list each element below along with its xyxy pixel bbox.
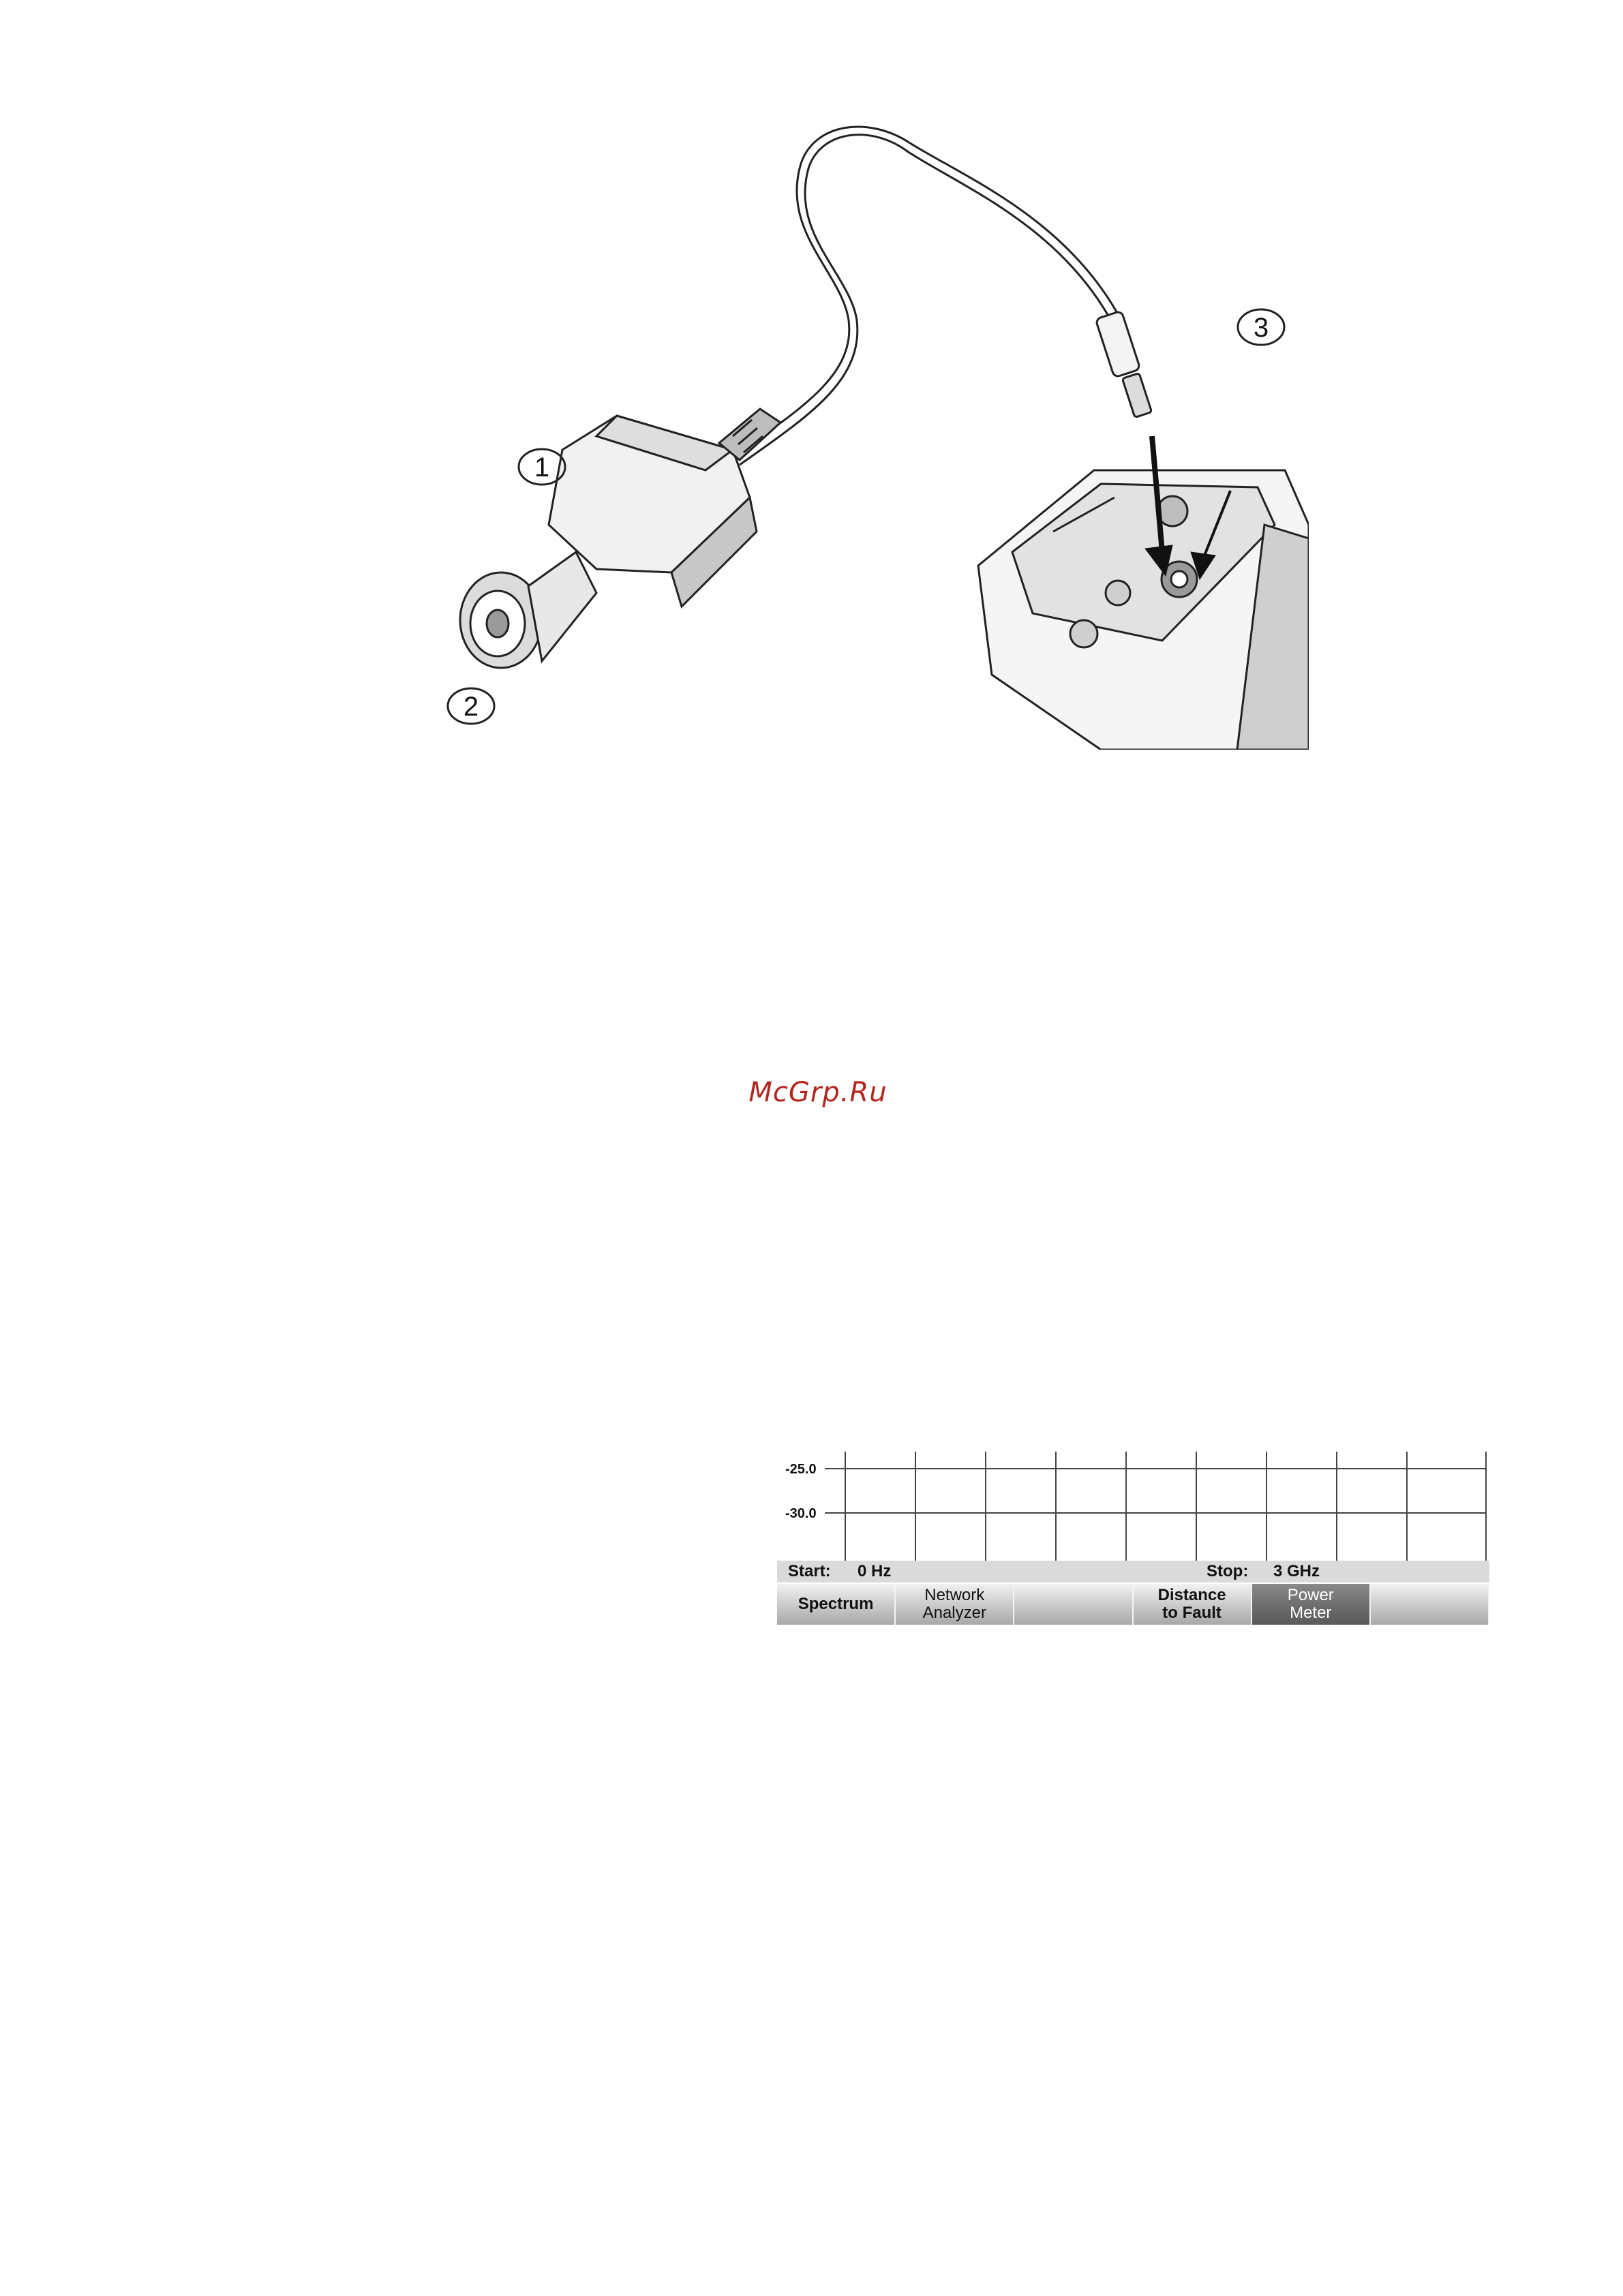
network-analyzer-softkey[interactable] — [896, 1584, 1014, 1625]
power-meter-softkey[interactable] — [1252, 1584, 1371, 1625]
callout-2 — [448, 688, 494, 724]
softkey-label: Power Meter — [1287, 1586, 1334, 1622]
stop-frequency: 3 GHz — [1273, 1562, 1320, 1580]
spectrum-softkey[interactable] — [777, 1584, 896, 1625]
softkey-label: Distance to Fault — [1157, 1586, 1226, 1622]
callout-1-label: 1 — [534, 453, 550, 483]
handheld-analyzer — [978, 470, 1309, 750]
empty-softkey[interactable] — [1014, 1584, 1133, 1625]
power-sensor-connection-illustration — [378, 116, 1309, 750]
start-frequency: 0 Hz — [858, 1562, 892, 1580]
analyzer-screen-excerpt — [777, 1452, 1489, 1629]
y-tick-label: -30.0 — [785, 1506, 817, 1521]
y-tick-label: -25.0 — [785, 1462, 817, 1477]
stop-label: Stop: — [1207, 1562, 1249, 1580]
callout-3-label: 3 — [1253, 313, 1269, 343]
softkey-label: Spectrum — [798, 1595, 874, 1613]
empty-softkey[interactable] — [1371, 1584, 1489, 1625]
callout-3 — [1238, 309, 1284, 345]
start-label: Start: — [788, 1562, 831, 1580]
trace-grid — [777, 1452, 1489, 1561]
sensor-rf-connector — [460, 552, 596, 668]
mode-softkey-bar — [777, 1584, 1489, 1625]
callout-2-label: 2 — [463, 692, 479, 722]
callout-1 — [519, 449, 565, 485]
softkey-label: Network Analyzer — [922, 1586, 986, 1622]
watermark-text: McGrp.Ru — [748, 1077, 888, 1108]
cable-connector-plug — [1095, 311, 1152, 418]
frequency-range-bar — [777, 1561, 1489, 1582]
sensor-cable — [733, 127, 1121, 465]
distance-to-fault-softkey[interactable] — [1134, 1584, 1252, 1625]
